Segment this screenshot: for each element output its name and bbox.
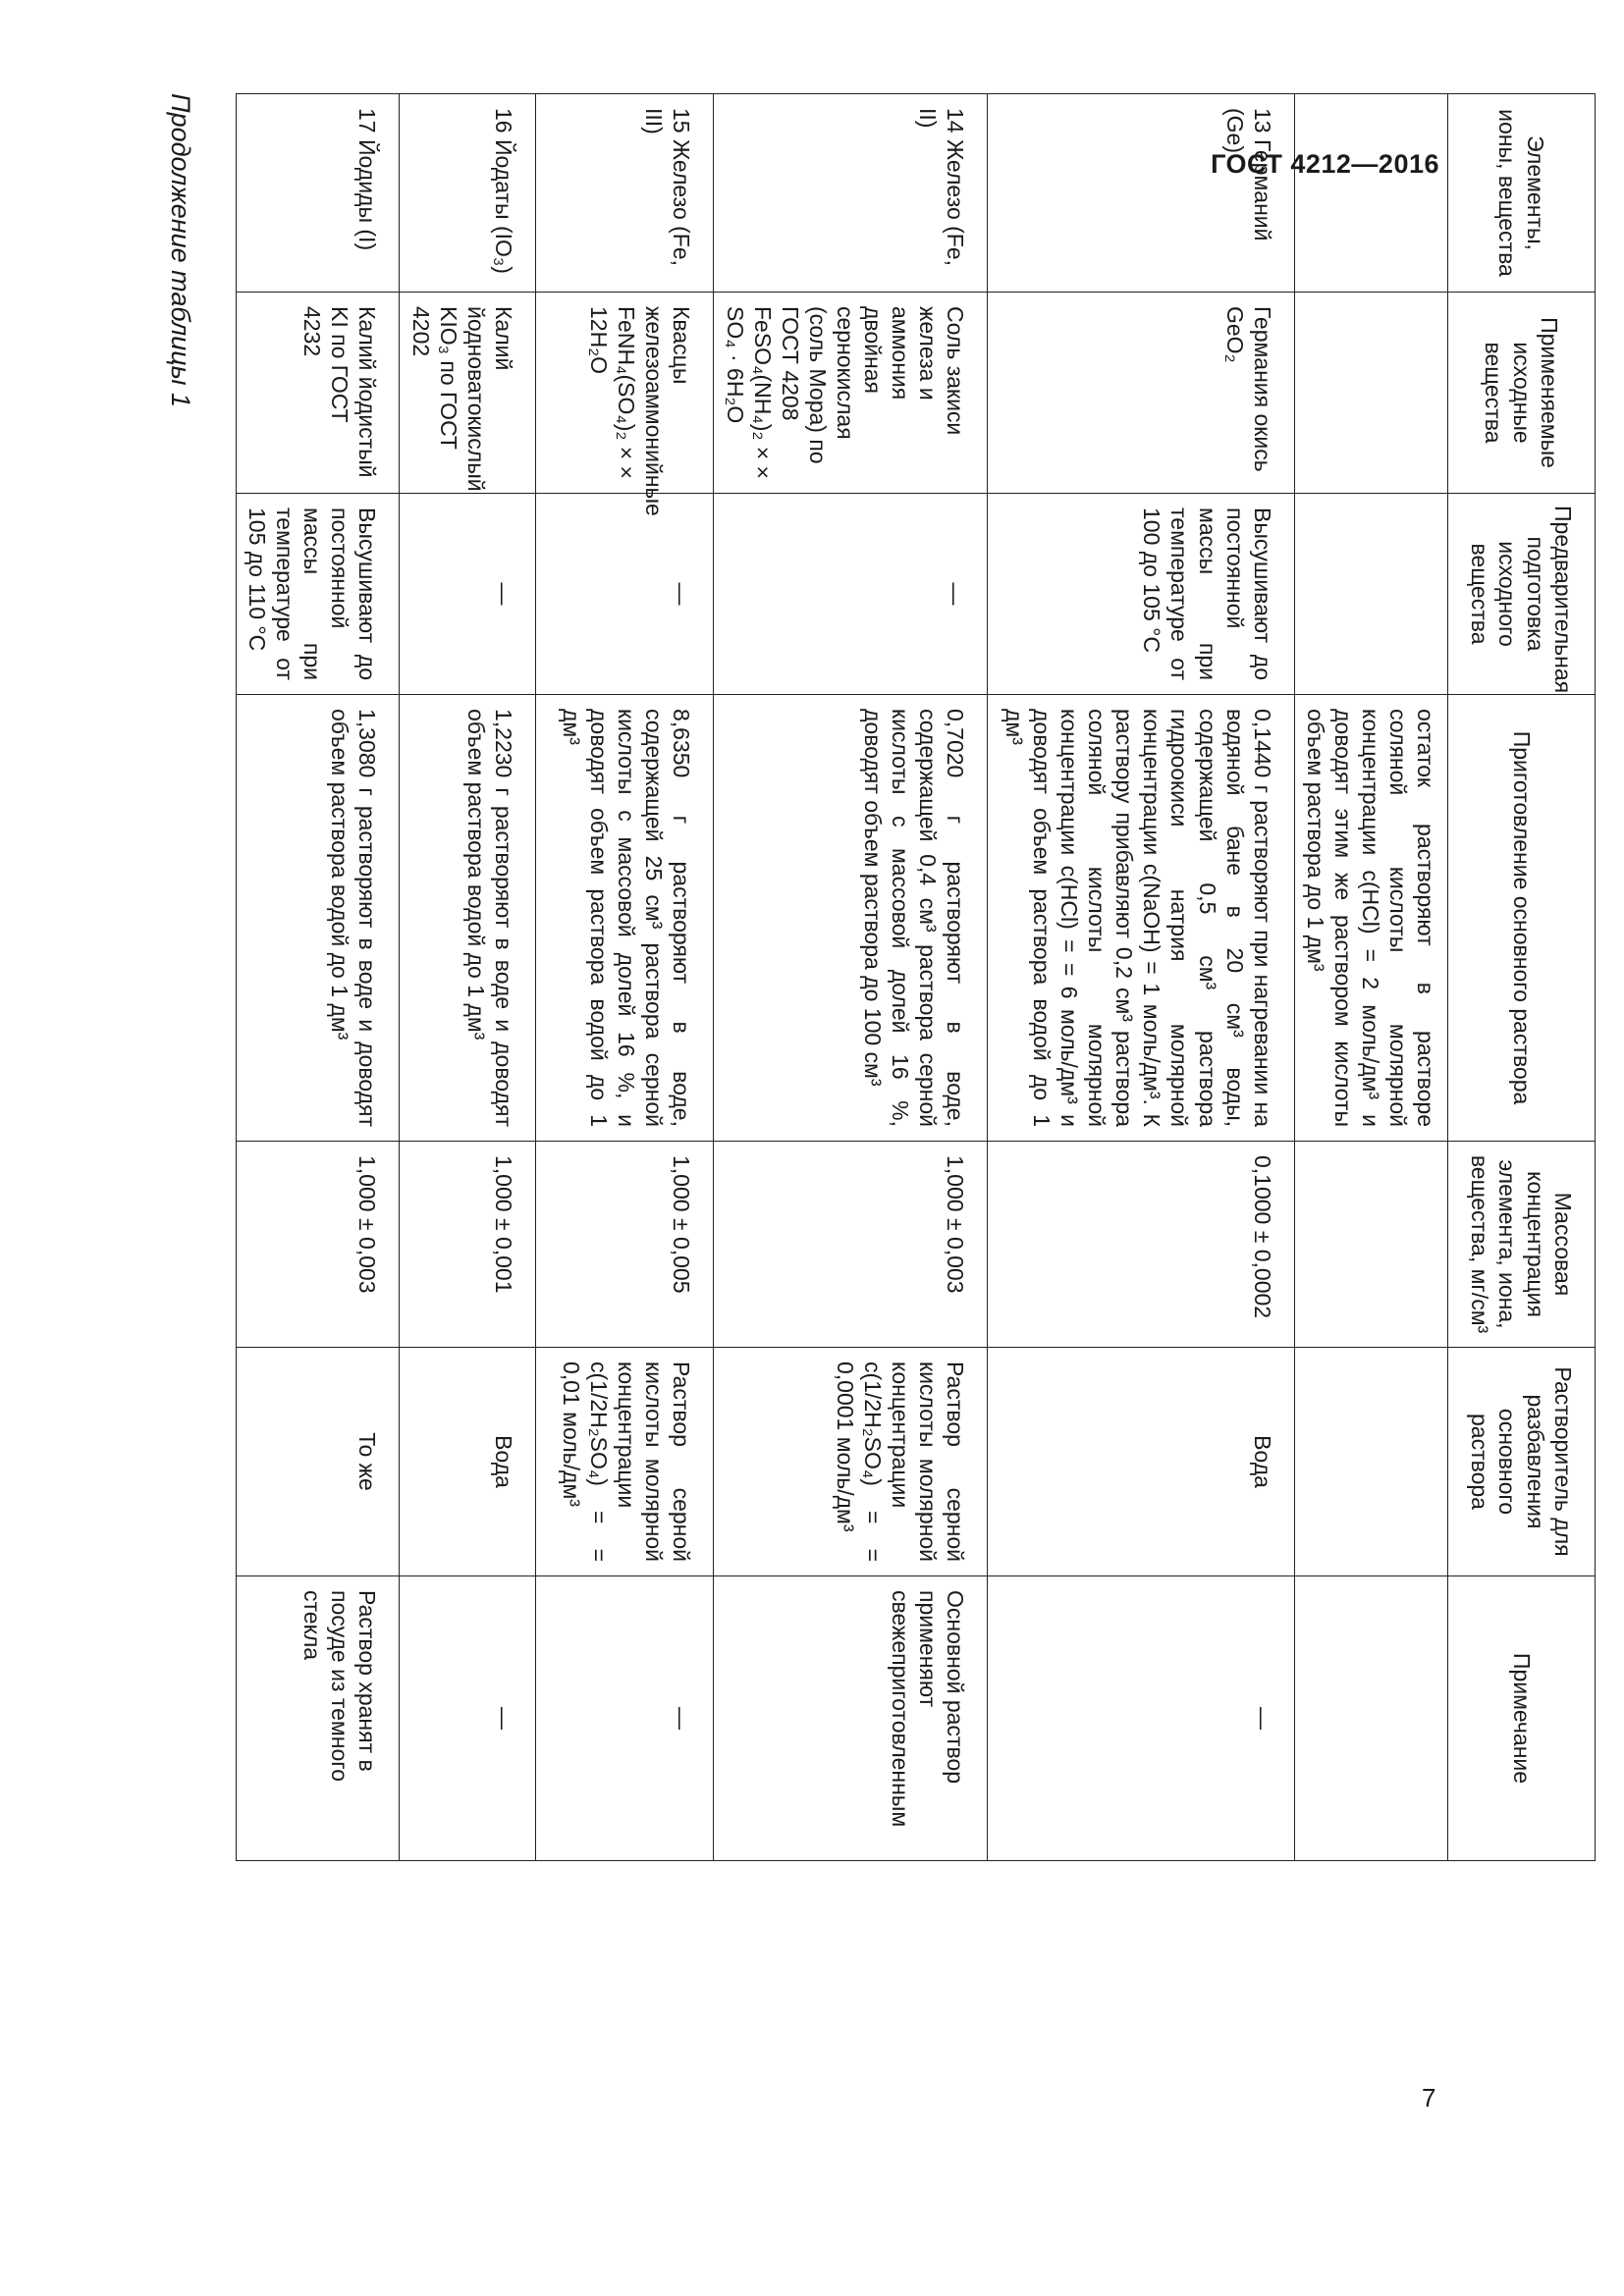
cell-preparation: 1,3080 г растворяют в воде и доводят объем раствора водой до 1 дм³ [237,695,400,1142]
cell-substances: Калий йодистый KI по ГОСТ 4232 [237,293,400,494]
cell-concentration: 0,1000 ± 0,0002 [988,1142,1294,1348]
table-row [713,94,987,1861]
reagents-table [236,93,1596,1861]
table-row [988,94,1294,1861]
cell-pretreatment: Высушивают до постоянной массы при температуре от 105 до 110 °С [237,494,400,695]
cell-preparation: 0,1440 г растворяют при нагревании на водяной бане в 20 см³ воды, содержащей 0,5 см³ раствора гидроокиси натрия молярной концентрации c(NaOH) = 1 моль/дм³. К раствору прибавляют 0,2 см³ раствора соляной кислоты молярной концентрации c(HCl) = = 6 моль/дм³ и доводят объем раствора водой до 1 дм³ [988,695,1294,1142]
table-caption: Продолжение таблицы 1 [166,93,195,408]
cell-concentration: 1,000 ± 0,001 [400,1142,535,1348]
cell-note: — [988,1576,1294,1861]
cell-substances [1294,293,1447,494]
cell-element: 16 Йодаты (IO₃) [400,94,535,293]
cell-element: 14 Железо (Fe, II) [713,94,987,293]
table-row [400,94,535,1861]
cell-concentration: 1,000 ± 0,005 [535,1142,713,1348]
cell-pretreatment: — [713,494,987,695]
col-header-element: Элементы, ионы, вещества [1448,94,1596,293]
cell-element: 17 Йодиды (I) [237,94,400,293]
cell-pretreatment [1294,494,1447,695]
cell-note: Основной раствор применяют свежеприготовленным [713,1576,987,1861]
cell-substances: Квасцы железоаммонийные FeNH₄(SO₄)₂ × × 12H₂O [535,293,713,494]
col-header-note: Примечание [1448,1576,1596,1861]
cell-pretreatment: Высушивают до постоянной массы при температуре от 100 до 105 °С [988,494,1294,695]
cell-concentration: 1,000 ± 0,003 [237,1142,400,1348]
cell-element: 15 Железо (Fe, III) [535,94,713,293]
rotated-table-frame [93,93,1596,2106]
cell-solvent: Вода [400,1348,535,1576]
col-header-preparation: Приготовление основного раствора [1448,695,1596,1142]
cell-solvent: То же [237,1348,400,1576]
cell-element: 13 Германий (Ge) [988,94,1294,293]
document-code: ГОСТ 4212—2016 [1211,149,1439,179]
cell-concentration: 1,000 ± 0,003 [713,1142,987,1348]
cell-preparation: 8,6350 г растворяют в воде, содержащей 25 см³ раствора серной кислоты с массовой долей 16 %, и доводят объем раствора водой до 1 дм³ [535,695,713,1142]
cell-note [1294,1576,1447,1861]
cell-note: — [400,1576,535,1861]
cell-pretreatment: — [535,494,713,695]
col-header-pretreatment: Предварительная подготовка исходного вещества [1448,494,1596,695]
cell-note: — [535,1576,713,1861]
cell-solvent [1294,1348,1447,1576]
cell-concentration [1294,1142,1447,1348]
page-number: 7 [1422,2083,1436,2112]
col-header-substances: Применяемые исходные вещества [1448,293,1596,494]
cell-note: Раствор хранят в посуде из темного стекла [237,1576,400,1861]
table-row [535,94,713,1861]
col-header-solvent: Растворитель для разбавления основного раствора [1448,1348,1596,1576]
table-header-row [1448,94,1596,1861]
cell-substances: Германия окись GeO₂ [988,293,1294,494]
cell-solvent: Раствор серной кислоты молярной концентрации c(1/2H₂SO₄) = = 0,01 моль/дм³ [535,1348,713,1576]
table-row [1294,94,1447,1861]
cell-substances: Калий йодноватокислый KIO₃ по ГОСТ 4202 [400,293,535,494]
col-header-concentration: Массовая концентрация элемента, иона, вещества, мг/см³ [1448,1142,1596,1348]
cell-solvent: Раствор серной кислоты молярной концентрации c(1/2H₂SO₄) = = 0,0001 моль/дм³ [713,1348,987,1576]
cell-preparation: 0,7020 г растворяют в воде, содержащей 0,4 см³ раствора серной кислоты с массовой долей 16 %, доводят объем раствора до 100 см³ [713,695,987,1142]
cell-solvent: Вода [988,1348,1294,1576]
table-row [237,94,400,1861]
cell-substances: Соль закиси железа и аммония двойная сернокислая (соль Мора) по ГОСТ 4208 FeSO₄(NH₄)₂ × × SO₄ · 6H₂O [713,293,987,494]
cell-preparation: остаток растворяют в растворе соляной кислоты молярной концентрации c(HCl) = 2 моль/дм³ и доводят этим же раствором кислоты объем раствора до 1 дм³ [1294,695,1447,1142]
cell-pretreatment: — [400,494,535,695]
cell-preparation: 1,2230 г растворяют в воде и доводят объем раствора водой до 1 дм³ [400,695,535,1142]
cell-element [1294,94,1447,293]
